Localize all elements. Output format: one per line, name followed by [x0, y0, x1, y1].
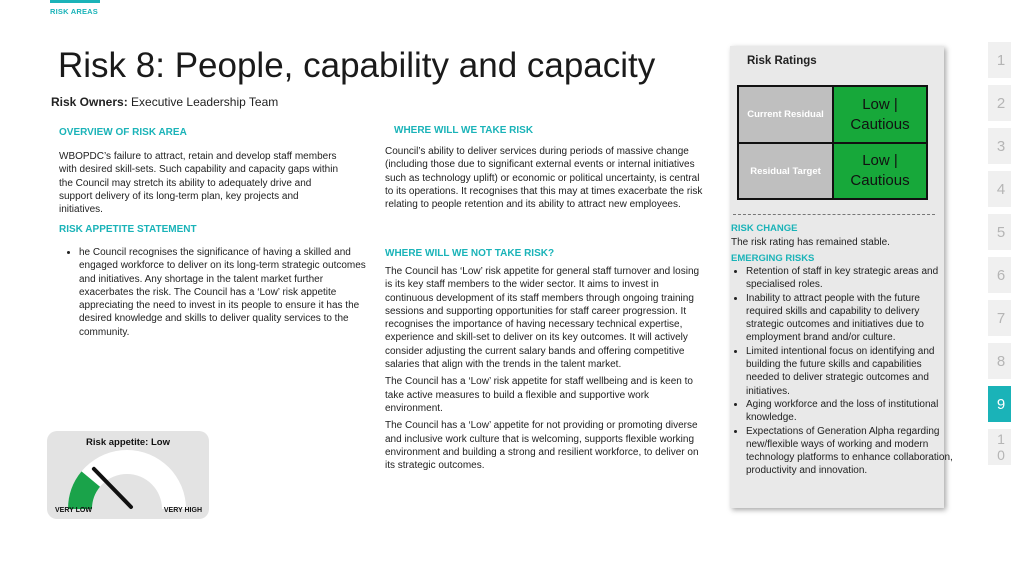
page-tab-3[interactable]: 3 — [988, 128, 1011, 164]
section-accent-bar — [50, 0, 100, 3]
emerging-risk-item: • Aging workforce and the loss of institutional knowledge. — [746, 398, 954, 425]
not-take-risk-paragraph: The Council has a ‘Low’ risk appetite for staff wellbeing and is keen to take active measures to build a flexible and supportive work environment. — [385, 376, 693, 414]
panel-divider — [733, 214, 935, 215]
page-tab-5[interactable]: 5 — [988, 214, 1011, 250]
appetite-statement-list — [59, 246, 369, 339]
current-residual-value: Low | Cautious — [833, 86, 927, 143]
residual-target-label: Residual Target — [738, 143, 833, 199]
not-take-risk-paragraph: The Council has a ‘Low’ appetite for not providing or promoting diverse and inclusive work culture that is welcoming, supports flexible working environment and building a strong and resilient workforce, to deliver on its strategic outcomes. — [385, 420, 699, 472]
residual-target-value: Low | Cautious — [833, 143, 927, 199]
page-tab-7[interactable]: 7 — [988, 300, 1011, 336]
gauge-title: Risk appetite: Low — [86, 437, 170, 448]
page-tab-10[interactable] — [988, 429, 1011, 465]
page-tab-1[interactable]: 1 — [988, 42, 1011, 78]
emerging-risks-heading: EMERGING RISKS — [731, 253, 815, 264]
risk-owners-value: Executive Leadership Team — [131, 95, 279, 109]
gauge-dial — [47, 431, 209, 519]
risk-change-text: The risk rating has remained stable. — [731, 237, 890, 248]
risk-ratings-table — [737, 85, 928, 200]
emerging-risk-item: • Limited intentional focus on identifying and building the future skills and capabilities needed to deliver strategic outcomes and initiatives. — [746, 345, 954, 398]
not-take-risk-paragraph: The Council has ‘Low’ risk appetite for general staff turnover and losing is its key staff members to the wider sector. It aims to invest in continuous development of its staff members through ongoing training sessions and supporting opportunities for staff career progression. It recognises the importance of having necessary technical expertise, experience and skill-set to deliver on its key outcomes. It will actively consider adjusting the current salary bands and offering competitive salaries that align with the trends in the talent market. — [385, 266, 700, 371]
page-tab-10-digit: 1 — [997, 431, 1005, 447]
gauge-high-label: VERY HIGH — [163, 507, 202, 514]
take-risk-text: Council’s ability to deliver services during periods of massive change (including those due to significant external events or internal initiatives such as technology uplift) or economic or political uncertainty, is central to its operations. It recognises that this may at times exacerbate the risk relating to people retention and its ability to attract new employees. — [385, 146, 703, 211]
page-tab-6[interactable]: 6 — [988, 257, 1011, 293]
page-title: Risk 8: People, capability and capacity — [58, 46, 656, 85]
risk-owners — [51, 95, 278, 109]
emerging-risks-list — [731, 265, 954, 478]
page-tab-8[interactable]: 8 — [988, 343, 1011, 379]
risk-change-heading: RISK CHANGE — [731, 223, 798, 234]
current-residual-label: Current Residual — [738, 86, 833, 143]
appetite-statement-heading: RISK APPETITE STATEMENT — [59, 224, 197, 235]
emerging-risk-item: • Expectations of Generation Alpha regarding new/flexible ways of working and modern technology platforms to enhance collaboration, productivity and innovation. — [746, 425, 954, 478]
page-tab-2[interactable]: 2 — [988, 85, 1011, 121]
gauge-low-label: VERY LOW — [55, 507, 92, 514]
overview-heading: OVERVIEW OF RISK AREA — [59, 127, 187, 138]
overview-text: WBOPDC’s failure to attract, retain and develop staff members with desired skill-sets. Such capability and capacity gaps within the Council may stretch its ability to adequately drive and support delivery of its long-term plan, key projects and initiatives. — [59, 151, 339, 216]
risk-owners-label: Risk Owners: — [51, 95, 128, 109]
not-take-risk-body — [385, 265, 705, 472]
not-take-risk-heading: WHERE WILL WE NOT TAKE RISK? — [385, 248, 555, 259]
emerging-risk-item: • Inability to attract people with the future required skills and capability to delivery strategic outcomes and initiatives due to employment brand and/or culture. — [746, 292, 954, 345]
page-tab-9[interactable]: 9 — [988, 386, 1011, 422]
section-tag: RISK AREAS — [50, 7, 98, 16]
risk-ratings-title: Risk Ratings — [747, 55, 817, 67]
page-tab-10-digit: 0 — [997, 447, 1005, 463]
take-risk-heading: WHERE WILL WE TAKE RISK — [394, 125, 534, 136]
page-tab-4[interactable]: 4 — [988, 171, 1011, 207]
risk-appetite-gauge — [47, 431, 209, 519]
appetite-statement-text: • he Council recognises the significance of having a skilled and engaged workforce to deliver on its long-term strategic outcomes and initiatives. Any shortage in the talent market further exacerbates the risk. The Council has a ‘Low’ risk appetite appreciating the need to invest in its people to ensure it has the desired knowledge and skills to deliver quality services to the community. — [79, 246, 369, 339]
emerging-risk-item: • Retention of staff in key strategic areas and specialised roles. — [746, 265, 954, 292]
